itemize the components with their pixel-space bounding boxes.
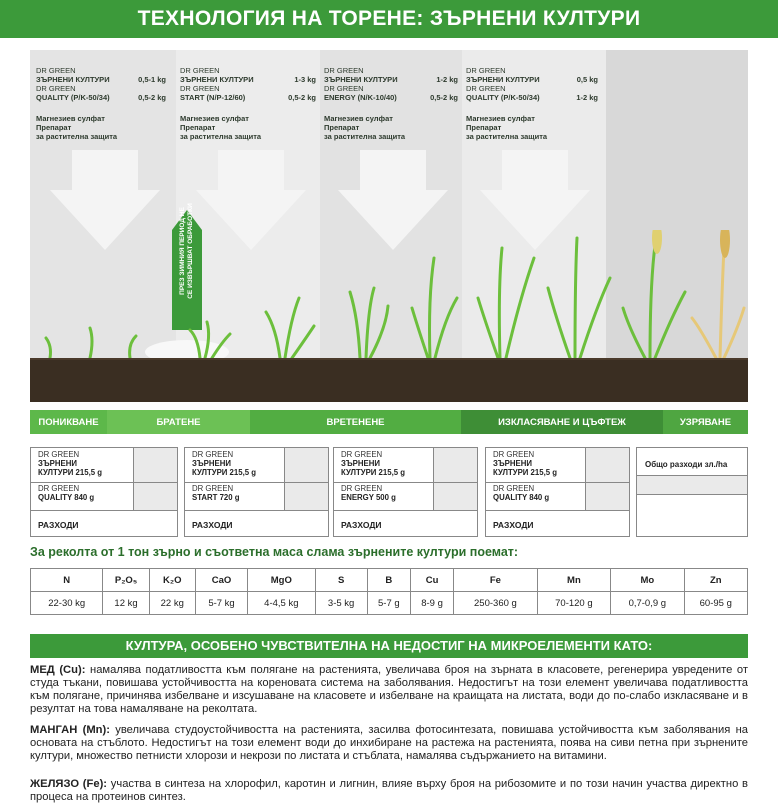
table-cell: 60-95 g — [684, 592, 747, 615]
total-costs-box — [636, 447, 748, 537]
growth-stages-illustration — [30, 50, 748, 402]
table-header-cell: Mn — [537, 569, 610, 592]
table-header-cell: Zn — [684, 569, 747, 592]
manganese-paragraph: МАНГАН (Mn): увеличава студоустойчивостта на растенията, засилва фотосинтезата, повишава устойчивостта към заболявания на основата на стъблото. Недостигът на този елемент води до инхибиране на растежа на растенията, поява на сиви петна при зърнените култури, множество петнисти хлорози и некрози по листата и стъблата, намалява съдържанието на витамини. — [30, 724, 748, 762]
micronutrient-banner: КУЛТУРА, ОСОБЕНО ЧУВСТВИТЕЛНА НА НЕДОСТИГ НА МИКРОЕЛЕМЕНТИ КАТО: — [30, 634, 748, 658]
winter-note: ПРЕЗ ЗИМНИЯ ПЕРИОД НЕ СЕ ИЗВЪРШВАТ ОБРАБОТКИ — [179, 203, 194, 299]
nutrient-heading: За реколта от 1 тон зърно и съответна маса слама зърнените култури поемат: — [30, 545, 519, 559]
copper-paragraph: МЕД (Cu): намалява податливостта към полягане на растенията, увеличава броя на зърната в класовете, регенерира увредените от студа тъкани, повишава устойчивостта на кореновата система на заболявания. Недостигът на този елемент увеличава податливостта към полягане, причинява избелване и изсушаване на класовете и избелване на краищата на листата, води до по-слабо изкласяване и в резултат на това намаляване на реколтата. — [30, 664, 749, 715]
costs-label: РАЗХОДИ — [341, 520, 382, 530]
stage-4-products: DR GREEN ЗЪРНЕНИ КУЛТУРИ 0,5 kg DR GREEN QUALITY (P/K-50/34) 1-2 kg Магнезиев сулфат Препарат за растителна защита — [466, 66, 598, 141]
table-cell: 8-9 g — [410, 592, 453, 615]
page-title: ТЕХНОЛОГИЯ НА ТОРЕНЕ: ЗЪРНЕНИ КУЛТУРИ — [0, 0, 778, 38]
table-header-cell: MgO — [248, 569, 315, 592]
total-costs-label: Общо разходи зл./ha — [645, 460, 728, 469]
product-box: DR GREEN ЗЪРНЕНИ КУЛТУРИ 215,5 g DR GREEN QUALITY 840 g РАЗХОДИ — [485, 447, 630, 537]
phase-tillering: БРАТЕНЕ — [107, 410, 250, 434]
table-header-cell: S — [315, 569, 367, 592]
table-cell: 12 kg — [103, 592, 149, 615]
product-box: DR GREEN ЗЪРНЕНИ КУЛТУРИ 215,5 g DR GREEN START 720 g РАЗХОДИ — [184, 447, 329, 537]
stage-2-products: DR GREEN ЗЪРНЕНИ КУЛТУРИ 1-3 kg DR GREEN START (N/P-12/60) 0,5-2 kg Магнезиев сулфат Препарат за растителна защита — [180, 66, 316, 141]
table-cell: 250-360 g — [454, 592, 538, 615]
table-cell: 3-5 kg — [315, 592, 367, 615]
table-header-cell: P₂O₅ — [103, 569, 149, 592]
table-cell: 5-7 kg — [195, 592, 247, 615]
table-header-cell: Fe — [454, 569, 538, 592]
table-cell: 70-120 g — [537, 592, 610, 615]
costs-label: РАЗХОДИ — [493, 520, 534, 530]
table-header-cell: CaO — [195, 569, 247, 592]
product-box: DR GREEN ЗЪРНЕНИ КУЛТУРИ 215,5 g DR GREEN QUALITY 840 g РАЗХОДИ — [30, 447, 178, 537]
table-cell: 5-7 g — [367, 592, 410, 615]
wheat-plants-icon — [30, 230, 748, 370]
table-cell: 22-30 kg — [31, 592, 103, 615]
table-row — [31, 592, 748, 615]
nutrient-table — [30, 568, 748, 615]
table-header-row — [31, 569, 748, 592]
phase-heading-flowering: ИЗКЛАСЯВАНЕ И ЦЪФТЕЖ — [461, 410, 663, 434]
stage-1-products: DR GREEN ЗЪРНЕНИ КУЛТУРИ 0,5-1 kg DR GREEN QUALITY (P/K-50/34) 0,5-2 kg Магнезиев сулфат Препарат за растителна защита — [36, 66, 166, 141]
phase-emergence: ПОНИКВАНЕ — [30, 410, 107, 434]
growth-phase-bar — [30, 410, 748, 434]
stage-3-products: DR GREEN ЗЪРНЕНИ КУЛТУРИ 1-2 kg DR GREEN ENERGY (N/K-10/40) 0,5-2 kg Магнезиев сулфат Препарат за растителна защита — [324, 66, 458, 141]
table-cell: 4-4,5 kg — [248, 592, 315, 615]
phase-stem-elongation: ВРЕТЕНЕНЕ — [250, 410, 461, 434]
product-boxes — [30, 447, 748, 537]
product-box: DR GREEN ЗЪРНЕНИ КУЛТУРИ 215,5 g DR GREEN ENERGY 500 g РАЗХОДИ — [333, 447, 478, 537]
iron-paragraph: ЖЕЛЯЗО (Fe): участва в синтеза на хлорофил, каротин и лигнин, влияе върху броя на рибозомите и по този начин участва директно в процеса на протеинов синтез. — [30, 778, 749, 803]
costs-label: РАЗХОДИ — [192, 520, 233, 530]
costs-label: РАЗХОДИ — [38, 520, 79, 530]
table-header-cell: N — [31, 569, 103, 592]
table-cell: 22 kg — [149, 592, 195, 615]
table-cell: 0,7-0,9 g — [611, 592, 684, 615]
table-header-cell: K₂O — [149, 569, 195, 592]
soil — [30, 360, 748, 402]
table-header-cell: Mo — [611, 569, 684, 592]
phase-ripening: УЗРЯВАНЕ — [663, 410, 748, 434]
table-header-cell: Cu — [410, 569, 453, 592]
table-header-cell: B — [367, 569, 410, 592]
